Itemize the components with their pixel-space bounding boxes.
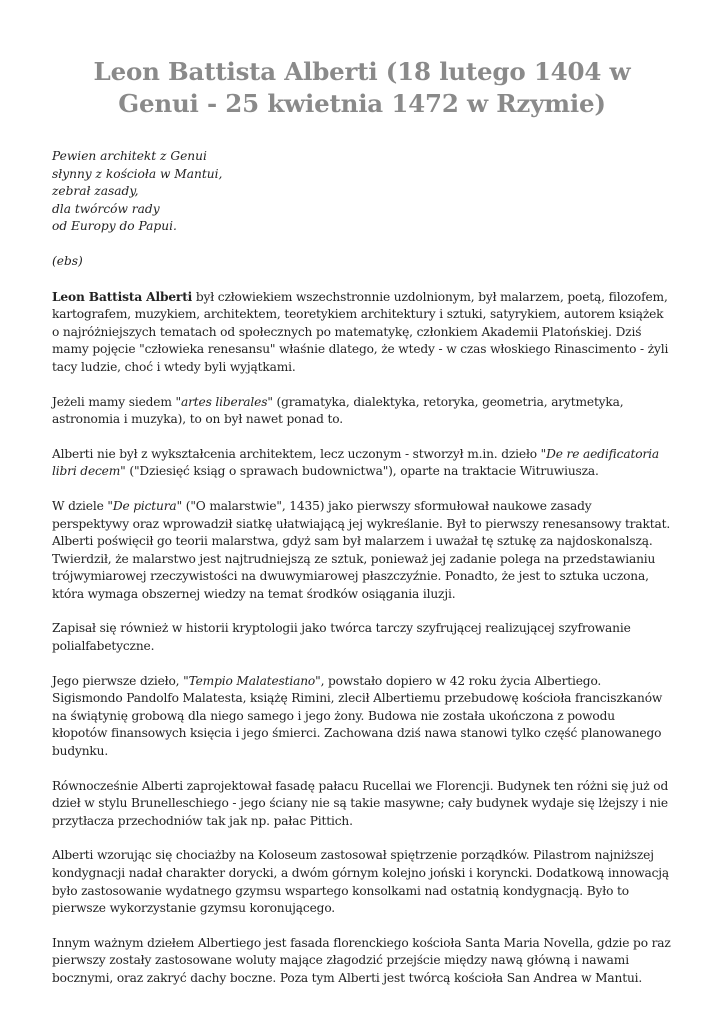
paragraph-intro: Leon Battista Alberti był człowiekiem wszechstronnie uzdolnionym, był malarzem, poetą, filozofem, kartografem, muzykiem, architektem, teoretykiem architektury i sztuki, satyrykiem, autorem książek o najróżniejszych tematach od społecznych po matematykę, członkiem Akademii Platońskiej. Dziś mamy pojęcie "człowieka renesansu" właśnie dlatego, że wtedy - w czas włoskiego Rinascimento - żyli tacy ludzie, choć i wtedy byli wyjątkami. xyxy=(52,289,669,374)
page-title: Leon Battista Alberti (18 lutego 1404 w Genui - 25 kwietnia 1472 w Rzymie) xyxy=(93,57,631,118)
paragraph-santa-maria-novella: Innym ważnym dziełem Albertiego jest fasada florenckiego kościoła Santa Maria Novella, gdzie po raz pierwszy zostały zastosowane woluty mające złagodzić przejście między nawą główną i nawami bocznymi, oraz zakryć dachy boczne. Poza tym Alberti jest twórcą kościoła San Andrea w Mantui. xyxy=(52,935,671,985)
poem-line: zebrał zasady, xyxy=(52,184,139,199)
italic-title: De pictura xyxy=(112,498,177,513)
italic-title: De re aedificatoria libri decem xyxy=(52,446,659,479)
paragraph-tempio-malatestiano: Jego pierwsze dzieło, "Tempio Malatestiano", powstało dopiero w 42 roku życia Albertiego. Sigismondo Pandolfo Malatesta, książę Rimini, zlecił Albertiemu przebudowę kościoła franciszkanów na świątynię grobową dla niego samego i jego żony. Budowa nie została ukończona z powodu kłopotów finansowych księcia i jego śmierci. Zachowana dziś nawa stanowi tylko część planowanego budynku. xyxy=(52,673,663,759)
paragraph-de-pictura: W dziele "De pictura" ("O malarstwie", 1435) jako pierwszy sformułował naukowe zasady perspektywy oraz wprowadził siatkę ułatwiającą jej wykreślanie. Był to pierwszy renesansowy traktat. Alberti poświęcił go teorii malarstwa, gdyż sam był malarzem i uważał tę sztukę za najdoskonalszą. Twierdził, że malarstwo jest najtrudniejszą ze sztuk, ponieważ jej zadanie polega na przedstawianiu trójwymiarowej rzeczywistości na dwuwymiarowej płaszczyźnie. Ponadto, że jest to sztuka uczona, która wymaga obszernej wiedzy na temat środków osiągania iluzji. xyxy=(52,498,671,601)
document-page xyxy=(52,56,672,988)
italic-title: Tempio Malatestiano xyxy=(188,673,316,688)
poem-line: od Europy do Papui. xyxy=(52,219,177,234)
paragraph-palazzo-rucellai: Równocześnie Alberti zaprojektował fasadę pałacu Rucellai we Florencji. Budynek ten różni się już od dzieł w stylu Brunelleschiego - jego ściany nie są takie masywne; cały budynek wydaje się lżejszy i nie przytłacza przechodniów tak jak np. pałac Pittich. xyxy=(52,778,669,828)
poem-line: słynny z kościoła w Mantui, xyxy=(52,166,223,181)
paragraph-de-re-aedificatoria: Alberti nie był z wykształcenia architektem, lecz uczonym - stworzył m.in. dzieło "De re aedificatoria libri decem" ("Dziesięć ksiąg o sprawach budownictwa"), oparte na traktacie Witruwiusza. xyxy=(52,446,659,479)
author-signature: (ebs) xyxy=(52,253,83,268)
limerick-poem xyxy=(52,148,672,236)
article-body xyxy=(52,289,672,988)
subject-name: Leon Battista Alberti xyxy=(52,289,193,304)
poem-line: dla twórców rady xyxy=(52,201,160,216)
paragraph-orders: Alberti wzorując się chociażby na Koloseum zastosował spiętrzenie porządków. Pilastrom najniższej kondygnacji nadał charakter dorycki, a dwóm górnym kolejno joński i koryncki. Dodatkową innowacją było zastosowanie wydatnego gzymsu wspartego konsolkami nad ostatnią kondygnacją. Było to pierwsze wykorzystanie gzymsu koronującego. xyxy=(52,848,670,916)
poem-line: Pewien architekt z Genui xyxy=(52,149,207,163)
paragraph-artes-liberales: Jeżeli mamy siedem "artes liberales" (gramatyka, dialektyka, retoryka, geometria, arytmetyka, astronomia i muzyka), to on był nawet ponad to. xyxy=(52,394,624,427)
italic-term: artes liberales xyxy=(180,394,268,409)
paragraph-cryptology: Zapisał się również w historii kryptologii jako twórca tarczy szyfrującej realizującej szyfrowanie polialfabetyczne. xyxy=(52,621,631,654)
